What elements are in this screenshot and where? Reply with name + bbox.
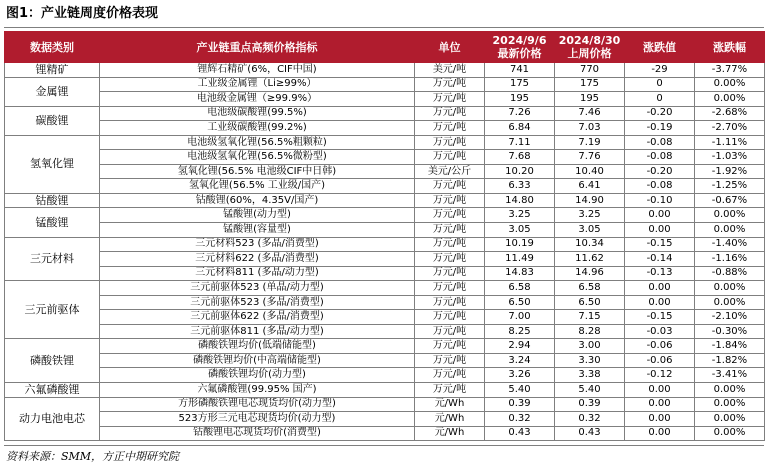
previous-price-cell: 770 [555, 63, 625, 78]
table-row [5, 193, 765, 208]
unit-cell: 万元/吨 [415, 208, 485, 223]
latest-price-cell: 5.40 [485, 383, 555, 398]
indicator-cell: 电池级金属锂（≥99.9%） [100, 92, 415, 107]
indicator-cell: 电池级氢氧化锂(56.5%微粉型) [100, 150, 415, 165]
category-cell: 三元材料 [5, 237, 100, 281]
change-pct-cell: -2.10% [695, 310, 765, 325]
unit-cell: 万元/吨 [415, 368, 485, 383]
source-note: 资料来源：SMM，方正中期研究院 [6, 450, 180, 463]
change-cell: -0.15 [625, 310, 695, 325]
previous-price-cell: 8.28 [555, 324, 625, 339]
header-category: 数据类别 [5, 32, 100, 63]
change-cell: -0.10 [625, 193, 695, 208]
unit-cell: 万元/吨 [415, 324, 485, 339]
table-row [5, 281, 765, 296]
latest-price-cell: 0.32 [485, 412, 555, 427]
change-pct-cell: -0.88% [695, 266, 765, 281]
indicator-cell: 钴酸锂(60%，4.35V/国产) [100, 193, 415, 208]
change-cell: 0.00 [625, 412, 695, 427]
previous-price-cell: 175 [555, 77, 625, 92]
change-pct-cell: -2.70% [695, 121, 765, 136]
indicator-cell: 电池级氢氧化锂(56.5%粗颗粒) [100, 135, 415, 150]
category-cell: 锰酸锂 [5, 208, 100, 237]
unit-cell: 元/Wh [415, 397, 485, 412]
category-cell: 六氟磷酸锂 [5, 383, 100, 398]
unit-cell: 美元/吨 [415, 63, 485, 78]
unit-cell: 万元/吨 [415, 339, 485, 354]
change-cell: 0 [625, 92, 695, 107]
bottom-divider [4, 445, 764, 446]
table-row [5, 77, 765, 92]
change-pct-cell: -1.25% [695, 179, 765, 194]
latest-price-cell: 2.94 [485, 339, 555, 354]
latest-price-cell: 14.80 [485, 193, 555, 208]
previous-price-cell: 6.58 [555, 281, 625, 296]
table-row [5, 412, 765, 427]
change-cell: -0.03 [625, 324, 695, 339]
previous-price-cell: 14.96 [555, 266, 625, 281]
unit-cell: 元/Wh [415, 426, 485, 441]
indicator-cell: 磷酸铁锂均价(中高端储能型) [100, 353, 415, 368]
previous-price-cell: 6.41 [555, 179, 625, 194]
latest-price-cell: 14.83 [485, 266, 555, 281]
table-header [5, 32, 765, 63]
indicator-cell: 三元材料523 (多晶/消费型) [100, 237, 415, 252]
indicator-cell: 523方形三元电芯现货均价(动力型) [100, 412, 415, 427]
unit-cell: 万元/吨 [415, 252, 485, 267]
latest-price-cell: 3.25 [485, 208, 555, 223]
header-indicator: 产业链重点高频价格指标 [100, 32, 415, 63]
previous-price-cell: 0.43 [555, 426, 625, 441]
indicator-cell: 三元前驱体811 (多晶/动力型) [100, 324, 415, 339]
indicator-cell: 方形磷酸铁锂电芯现货均价(动力型) [100, 397, 415, 412]
table-row [5, 106, 765, 121]
change-cell: -0.20 [625, 106, 695, 121]
change-pct-cell: -1.16% [695, 252, 765, 267]
change-pct-cell: -3.77% [695, 63, 765, 78]
latest-price-cell: 7.26 [485, 106, 555, 121]
figure-title: 图1：产业链周度价格表现 [6, 6, 159, 21]
change-cell: -0.13 [625, 266, 695, 281]
latest-price-cell: 8.25 [485, 324, 555, 339]
table-row [5, 237, 765, 252]
latest-price-cell: 3.26 [485, 368, 555, 383]
indicator-cell: 三元前驱体622 (多晶/消费型) [100, 310, 415, 325]
header-change-pct: 涨跌幅 [695, 32, 765, 63]
indicator-cell: 六氟磷酸锂(99.95% 国产) [100, 383, 415, 398]
previous-price-cell: 14.90 [555, 193, 625, 208]
table-row [5, 324, 765, 339]
previous-price-cell: 3.00 [555, 339, 625, 354]
header-unit: 单位 [415, 32, 485, 63]
category-cell: 锂精矿 [5, 63, 100, 78]
latest-price-cell: 741 [485, 63, 555, 78]
latest-price-cell: 175 [485, 77, 555, 92]
unit-cell: 万元/吨 [415, 135, 485, 150]
previous-price-cell: 3.38 [555, 368, 625, 383]
change-pct-cell: -1.03% [695, 150, 765, 165]
change-pct-cell: -0.67% [695, 193, 765, 208]
latest-price-cell: 6.84 [485, 121, 555, 136]
previous-price-cell: 5.40 [555, 383, 625, 398]
unit-cell: 万元/吨 [415, 237, 485, 252]
category-cell: 金属锂 [5, 77, 100, 106]
unit-cell: 万元/吨 [415, 353, 485, 368]
change-pct-cell: 0.00% [695, 208, 765, 223]
unit-cell: 万元/吨 [415, 92, 485, 107]
change-pct-cell: -1.40% [695, 237, 765, 252]
indicator-cell: 氢氧化锂(56.5% 电池级CIF中日韩) [100, 164, 415, 179]
table-row [5, 208, 765, 223]
table-row [5, 353, 765, 368]
previous-price-cell: 0.32 [555, 412, 625, 427]
category-cell: 动力电池电芯 [5, 397, 100, 441]
unit-cell: 万元/吨 [415, 77, 485, 92]
latest-price-cell: 6.50 [485, 295, 555, 310]
change-cell: 0.00 [625, 208, 695, 223]
change-pct-cell: 0.00% [695, 77, 765, 92]
unit-cell: 万元/吨 [415, 106, 485, 121]
table-row [5, 368, 765, 383]
indicator-cell: 氢氧化锂(56.5% 工业级/国产) [100, 179, 415, 194]
latest-price-cell: 3.24 [485, 353, 555, 368]
indicator-cell: 锰酸锂(动力型) [100, 208, 415, 223]
indicator-cell: 电池级碳酸锂(99.5%) [100, 106, 415, 121]
unit-cell: 万元/吨 [415, 150, 485, 165]
latest-price-cell: 11.49 [485, 252, 555, 267]
change-pct-cell: 0.00% [695, 397, 765, 412]
top-divider [4, 27, 764, 28]
table-row [5, 397, 765, 412]
change-pct-cell: 0.00% [695, 383, 765, 398]
previous-price-cell: 7.76 [555, 150, 625, 165]
indicator-cell: 三元前驱体523 (单晶/动力型) [100, 281, 415, 296]
change-cell: 0.00 [625, 295, 695, 310]
latest-price-cell: 7.11 [485, 135, 555, 150]
header-latest-price: 2024/9/6 最新价格 [485, 32, 555, 63]
latest-price-cell: 3.05 [485, 223, 555, 238]
unit-cell: 美元/公斤 [415, 164, 485, 179]
table-row [5, 223, 765, 238]
table-row [5, 310, 765, 325]
latest-price-cell: 0.43 [485, 426, 555, 441]
unit-cell: 万元/吨 [415, 281, 485, 296]
change-pct-cell: 0.00% [695, 223, 765, 238]
change-pct-cell: 0.00% [695, 295, 765, 310]
change-pct-cell: 0.00% [695, 281, 765, 296]
indicator-cell: 锰酸锂(容量型) [100, 223, 415, 238]
unit-cell: 万元/吨 [415, 121, 485, 136]
latest-price-cell: 10.19 [485, 237, 555, 252]
table-row [5, 252, 765, 267]
change-cell: 0 [625, 77, 695, 92]
change-cell: 0.00 [625, 281, 695, 296]
table-row [5, 164, 765, 179]
change-pct-cell: 0.00% [695, 426, 765, 441]
change-cell: -0.19 [625, 121, 695, 136]
indicator-cell: 磷酸铁锂均价(低端储能型) [100, 339, 415, 354]
indicator-cell: 磷酸铁锂均价(动力型) [100, 368, 415, 383]
change-pct-cell: -1.92% [695, 164, 765, 179]
unit-cell: 万元/吨 [415, 179, 485, 194]
previous-price-cell: 3.05 [555, 223, 625, 238]
change-cell: -29 [625, 63, 695, 78]
unit-cell: 万元/吨 [415, 310, 485, 325]
previous-price-cell: 10.34 [555, 237, 625, 252]
table-row [5, 295, 765, 310]
previous-price-cell: 0.39 [555, 397, 625, 412]
change-pct-cell: -0.30% [695, 324, 765, 339]
previous-price-cell: 3.30 [555, 353, 625, 368]
category-cell: 氢氧化锂 [5, 135, 100, 193]
previous-price-cell: 7.46 [555, 106, 625, 121]
indicator-cell: 三元材料811 (多晶/动力型) [100, 266, 415, 281]
change-cell: 0.00 [625, 426, 695, 441]
change-pct-cell: 0.00% [695, 412, 765, 427]
previous-price-cell: 6.50 [555, 295, 625, 310]
unit-cell: 万元/吨 [415, 383, 485, 398]
previous-price-cell: 10.40 [555, 164, 625, 179]
change-cell: -0.20 [625, 164, 695, 179]
indicator-cell: 工业级碳酸锂(99.2%) [100, 121, 415, 136]
table-row [5, 63, 765, 78]
change-cell: -0.06 [625, 339, 695, 354]
category-cell: 三元前驱体 [5, 281, 100, 339]
latest-price-cell: 195 [485, 92, 555, 107]
table-row [5, 150, 765, 165]
change-cell: -0.08 [625, 179, 695, 194]
change-cell: 0.00 [625, 397, 695, 412]
unit-cell: 万元/吨 [415, 223, 485, 238]
change-pct-cell: -3.41% [695, 368, 765, 383]
previous-price-cell: 11.62 [555, 252, 625, 267]
header-previous-price: 2024/8/30 上周价格 [555, 32, 625, 63]
indicator-cell: 锂辉石精矿(6%，CIF中国) [100, 63, 415, 78]
table-row [5, 266, 765, 281]
change-cell: -0.06 [625, 353, 695, 368]
latest-price-cell: 6.33 [485, 179, 555, 194]
change-pct-cell: -2.68% [695, 106, 765, 121]
unit-cell: 元/Wh [415, 412, 485, 427]
change-cell: -0.08 [625, 150, 695, 165]
change-cell: -0.14 [625, 252, 695, 267]
table-row [5, 339, 765, 354]
change-cell: -0.08 [625, 135, 695, 150]
change-pct-cell: -1.82% [695, 353, 765, 368]
latest-price-cell: 0.39 [485, 397, 555, 412]
change-pct-cell: 0.00% [695, 92, 765, 107]
previous-price-cell: 7.19 [555, 135, 625, 150]
previous-price-cell: 3.25 [555, 208, 625, 223]
table-body [5, 63, 765, 441]
change-cell: 0.00 [625, 383, 695, 398]
table-row [5, 92, 765, 107]
price-table [4, 31, 765, 441]
change-cell: -0.12 [625, 368, 695, 383]
table-row [5, 179, 765, 194]
latest-price-cell: 7.00 [485, 310, 555, 325]
indicator-cell: 工业级金属锂（Li≥99%） [100, 77, 415, 92]
change-cell: -0.15 [625, 237, 695, 252]
indicator-cell: 三元前驱体523 (多晶/消费型) [100, 295, 415, 310]
unit-cell: 万元/吨 [415, 266, 485, 281]
previous-price-cell: 195 [555, 92, 625, 107]
category-cell: 碳酸锂 [5, 106, 100, 135]
table-row [5, 121, 765, 136]
indicator-cell: 钴酸锂电芯现货均价(消费型) [100, 426, 415, 441]
previous-price-cell: 7.15 [555, 310, 625, 325]
latest-price-cell: 10.20 [485, 164, 555, 179]
table-row [5, 135, 765, 150]
unit-cell: 万元/吨 [415, 295, 485, 310]
latest-price-cell: 7.68 [485, 150, 555, 165]
category-cell: 钴酸锂 [5, 193, 100, 208]
previous-price-cell: 7.03 [555, 121, 625, 136]
header-change: 涨跌值 [625, 32, 695, 63]
category-cell: 磷酸铁锂 [5, 339, 100, 383]
unit-cell: 万元/吨 [415, 193, 485, 208]
table-row [5, 383, 765, 398]
change-pct-cell: -1.11% [695, 135, 765, 150]
table-row [5, 426, 765, 441]
change-cell: 0.00 [625, 223, 695, 238]
change-pct-cell: -1.84% [695, 339, 765, 354]
latest-price-cell: 6.58 [485, 281, 555, 296]
indicator-cell: 三元材料622 (多晶/消费型) [100, 252, 415, 267]
